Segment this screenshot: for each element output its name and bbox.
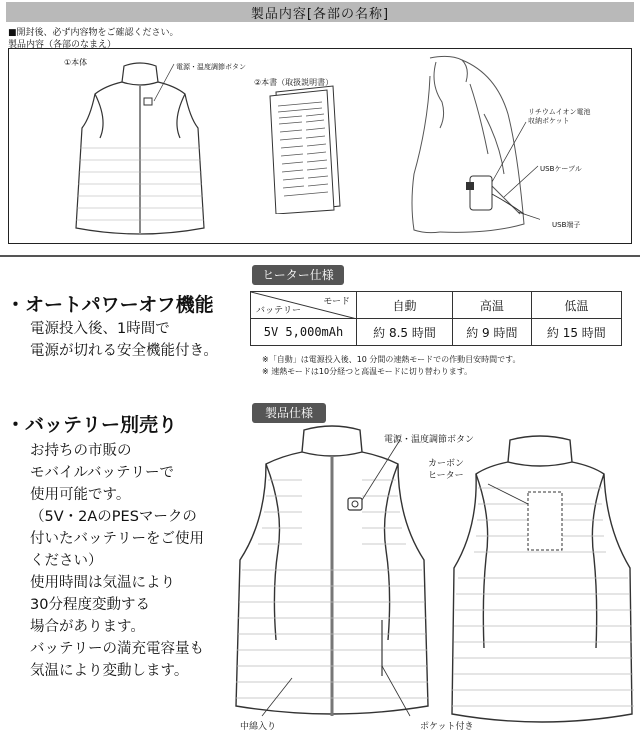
- feature-line: 気温により変動します。: [30, 663, 189, 679]
- callout-carbon-heater: カーボン ヒーター: [428, 459, 465, 481]
- vest-back-large: [448, 428, 638, 728]
- time-auto: 約 8.5 時間: [357, 319, 453, 346]
- time-low: 約 15 時間: [531, 319, 621, 346]
- footnote-fast-heat: ※ 速熱モードは10分経つと高温モードに切り替わります。: [262, 367, 473, 376]
- battery-pocket-label: リチウムイオン電池 収納ポケット: [528, 108, 591, 125]
- footnote-auto: ※「自動」は電源投入後、10 分間の速熱モードでの作動目安時間です。: [262, 355, 521, 364]
- feature-line: 使用時間は気温により: [30, 575, 175, 591]
- feature-line: お持ちの市販の: [30, 443, 132, 459]
- heater-spec-table: [250, 291, 622, 346]
- vest-front-large: [232, 420, 432, 720]
- table-row: [251, 319, 622, 346]
- usb-cable-label: USBケーブル: [540, 165, 582, 173]
- mode-header-high: 高温: [452, 292, 531, 319]
- feature-line: ください）: [30, 553, 103, 569]
- feature-line: 30分程度変動する: [30, 597, 150, 613]
- table-row: [251, 292, 622, 319]
- mode-header-auto: 自動: [357, 292, 453, 319]
- table-corner-cell: [251, 292, 357, 319]
- feature-line: 使用可能です。: [30, 487, 131, 503]
- feature-line: バッテリーの満充電容量も: [30, 641, 204, 657]
- feature-line: 場合があります。: [30, 619, 145, 635]
- heater-spec-label: ヒーター仕様: [252, 265, 344, 285]
- feature-line: 付いたバッテリーをご使用: [30, 531, 204, 547]
- time-high: 約 9 時間: [452, 319, 531, 346]
- callout-power-button: 電源・温度調節ボタン: [384, 435, 475, 445]
- usb-port-label: USB端子: [552, 221, 581, 229]
- product-spec-label: 製品仕様: [252, 403, 326, 423]
- feature-line: 電源投入後、1時間で: [30, 321, 170, 337]
- small-vest-front: [60, 58, 220, 248]
- page-title: 製品内容[各部の名称]: [250, 7, 390, 22]
- feature-battery-body: [30, 440, 204, 682]
- item2-label: ②本書（取扱説明書）: [254, 78, 334, 87]
- names-note: 製品内容（各部のなまえ）: [8, 40, 117, 50]
- feature-line: 電源が切れる安全機能付き。: [30, 343, 218, 359]
- feature-auto-off-body: [30, 318, 218, 362]
- feature-line: モバイルバッテリーで: [30, 465, 174, 481]
- section-divider: [0, 255, 640, 257]
- battery-value: 5V 5,000mAh: [251, 319, 357, 346]
- feature-battery-title: ・バッテリー別売り: [6, 414, 178, 436]
- corner-battery-label: バッテリー: [256, 306, 302, 316]
- vest-side-view: [400, 54, 540, 240]
- callout-padding: 中綿入り: [240, 722, 277, 732]
- item1-button-label: 電源・温度調節ボタン: [176, 63, 246, 71]
- callout-pocket: ポケット付き: [420, 722, 474, 732]
- item1-label: ①本体: [64, 58, 88, 67]
- feature-line: （5V・2AのPESマークの: [30, 509, 197, 525]
- open-note: ■開封後、必ず内容物をご確認ください。: [8, 28, 179, 38]
- mode-header-low: 低温: [531, 292, 621, 319]
- manual-illustration: [258, 84, 348, 214]
- feature-auto-off-title: ・オートパワーオフ機能: [6, 294, 214, 316]
- corner-mode-label: モード: [323, 297, 350, 307]
